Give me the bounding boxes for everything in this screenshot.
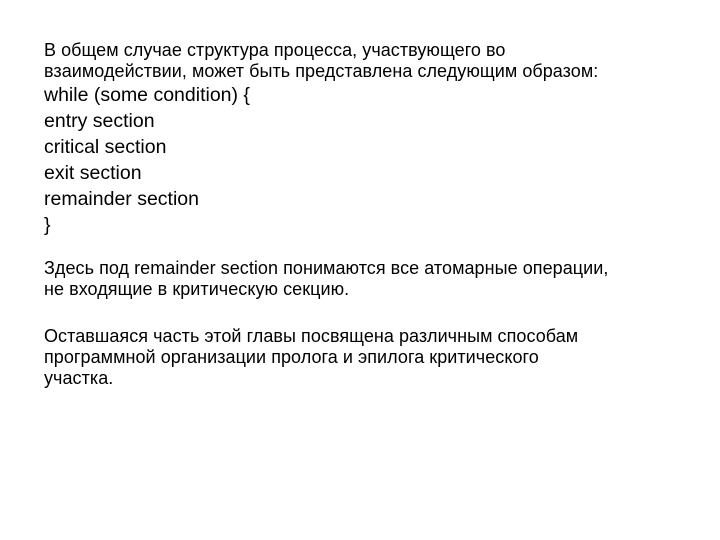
spacer bbox=[44, 300, 694, 326]
remainder-note-line: Здесь под remainder section понимаются все атомарные операции, bbox=[44, 258, 609, 278]
code-line: exit section bbox=[44, 162, 142, 184]
closing-paragraph bbox=[44, 326, 694, 389]
code-line: entry section bbox=[44, 110, 155, 132]
code-line: } bbox=[44, 214, 51, 236]
remainder-note-paragraph bbox=[44, 258, 694, 300]
code-block bbox=[44, 82, 694, 238]
remainder-note-line: не входящие в критическую секцию. bbox=[44, 279, 350, 299]
intro-line: взаимодействии, может быть представлена следующим образом: bbox=[44, 61, 599, 81]
code-line: critical section bbox=[44, 136, 167, 158]
intro-line: В общем случае структура процесса, участвующего во bbox=[44, 40, 506, 60]
code-line: remainder section bbox=[44, 188, 199, 210]
closing-line: Оставшаяся часть этой главы посвящена различным способам bbox=[44, 326, 579, 346]
intro-paragraph bbox=[44, 40, 694, 82]
closing-line: программной организации пролога и эпилога критического bbox=[44, 347, 539, 367]
spacer bbox=[44, 238, 694, 258]
code-line: while (some condition) { bbox=[44, 84, 250, 106]
closing-line: участка. bbox=[44, 368, 114, 388]
slide-content bbox=[44, 40, 694, 389]
